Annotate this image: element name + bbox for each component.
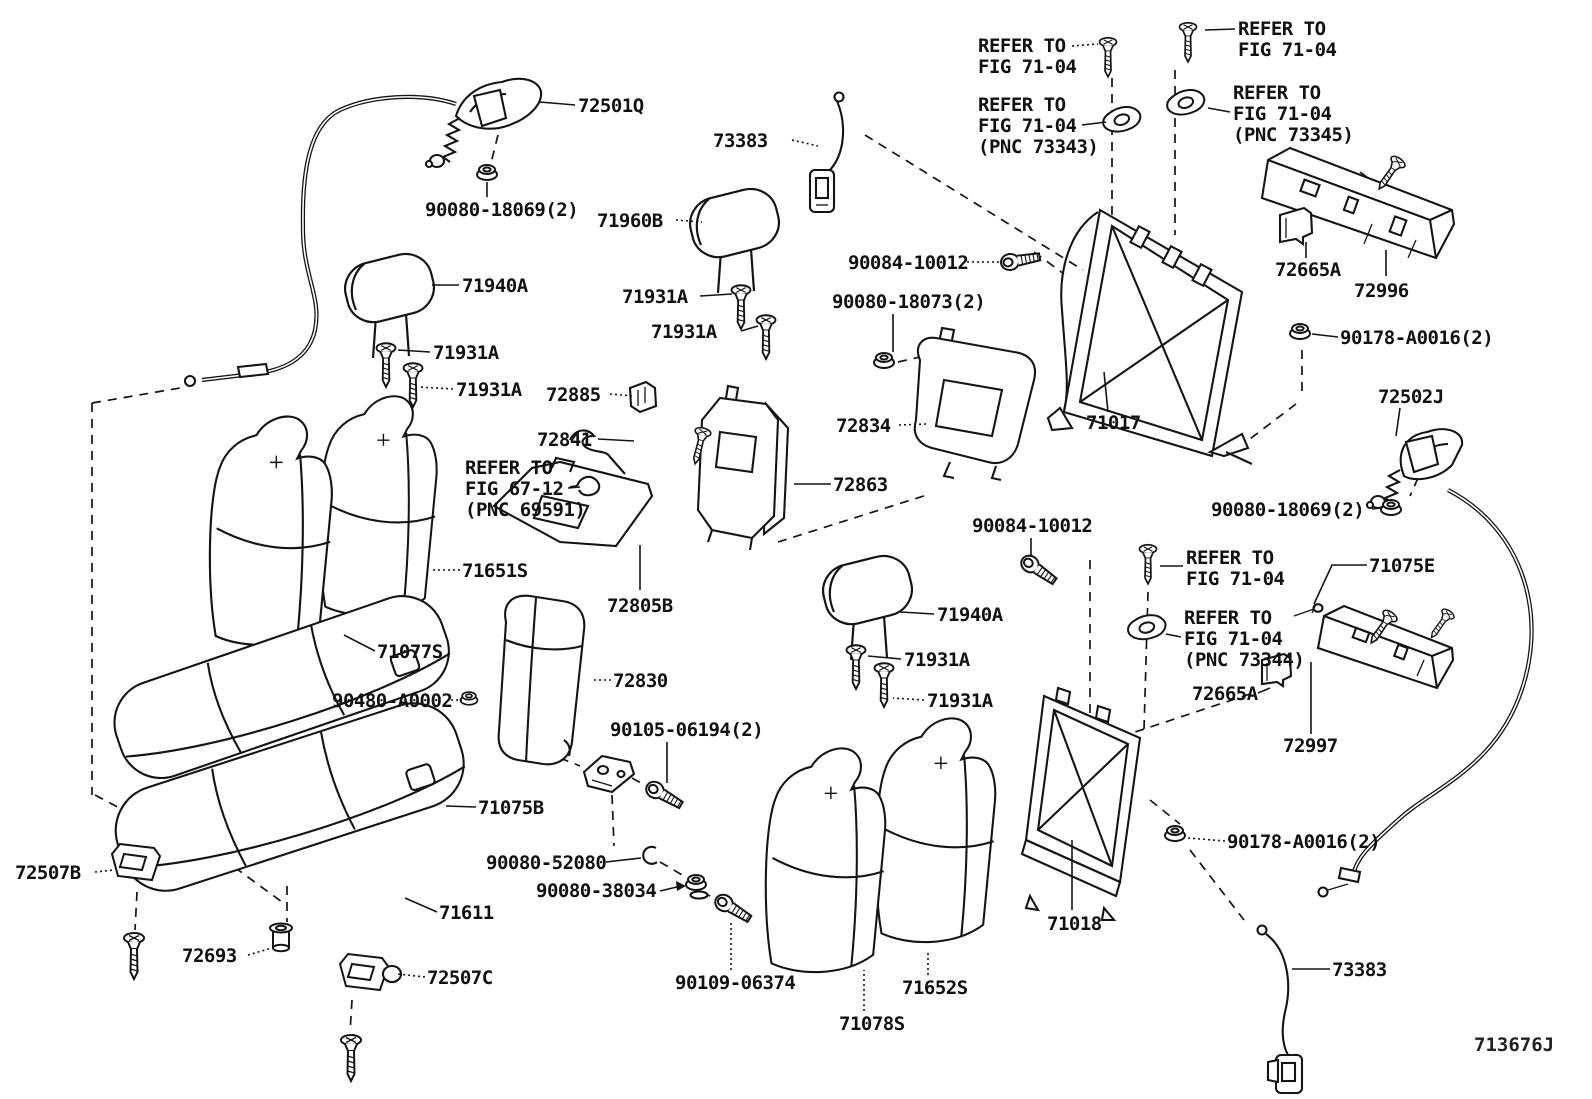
note-line: FIG 71-04 <box>1233 103 1332 125</box>
part-label: 71651S <box>462 560 528 582</box>
part-label: 71652S <box>902 977 968 999</box>
part-label: 73383 <box>1332 959 1387 981</box>
screw-icon <box>124 933 144 979</box>
part-label: 71075E <box>1369 555 1435 577</box>
part-label: 72885 <box>546 384 601 406</box>
part-label: 72863 <box>833 474 888 496</box>
note-line: (PNC 73343) <box>978 136 1099 158</box>
part-label: 72830 <box>613 670 668 692</box>
headrest-71940a-right <box>818 550 918 660</box>
part-label: 72665A <box>1275 259 1341 281</box>
part-label: 72502J <box>1378 386 1444 408</box>
screw-icon <box>1100 38 1117 77</box>
part-label: 71931A <box>651 321 717 343</box>
clip-pnc-73344 <box>1125 611 1167 643</box>
seatback-cushion-71078s <box>766 748 885 972</box>
part-label: 71931A <box>904 649 970 671</box>
clip-90480-a0002 <box>461 692 478 705</box>
note-line: REFER TO <box>978 35 1066 57</box>
part-label: 71931A <box>622 286 688 308</box>
hinge-bracket-72834 <box>915 328 1035 480</box>
note-line: REFER TO <box>1186 547 1274 569</box>
part-label: 72693 <box>182 945 237 967</box>
headrest-screw-71931a <box>377 343 396 387</box>
back-panel-72996 <box>1262 148 1454 258</box>
bolt-90109-06374 <box>712 891 754 925</box>
part-label: 90080-18069(2) <box>1211 499 1365 521</box>
seatback-frame-71018 <box>1022 688 1140 920</box>
seatback-lock-cable-72501q <box>185 79 541 386</box>
note-line: FIG 71-04 <box>1238 39 1337 61</box>
part-label: 71940A <box>462 275 528 297</box>
clip-pnc-73345 <box>1164 86 1207 120</box>
nut-90080-38034 <box>686 875 708 899</box>
part-label: 71077S <box>377 641 443 663</box>
part-label: 71931A <box>433 342 499 364</box>
part-label: 90480-A0002 <box>332 690 453 712</box>
part-label: 71931A <box>927 690 993 712</box>
figure-code: 713676J <box>1474 1034 1555 1056</box>
headrest-71940a-left <box>340 248 440 358</box>
headrest-screw-71931a <box>847 645 866 689</box>
screw-icon <box>1180 23 1197 62</box>
pin-71075e <box>1294 604 1323 616</box>
clip-pnc-73343 <box>1100 103 1143 137</box>
snap-ring-90080-52080 <box>643 847 657 864</box>
part-label: 90178-A0016(2) <box>1340 327 1494 349</box>
part-label: 72501Q <box>578 95 644 117</box>
note-line: (PNC 73344) <box>1184 649 1305 671</box>
part-label: 71960B <box>597 210 663 232</box>
part-label: 90084-10012 <box>848 252 969 274</box>
clip-72885 <box>630 382 656 412</box>
screw-icon <box>341 1035 361 1081</box>
striker-bracket-72507c <box>340 954 401 990</box>
part-label: 72665A <box>1192 683 1258 705</box>
grommet-72693 <box>270 924 292 952</box>
nut-90178-a0016 <box>1290 324 1310 339</box>
part-label: 71018 <box>1047 913 1102 935</box>
part-label: 72507B <box>15 862 81 884</box>
seatback-cushion-71652s <box>876 718 995 942</box>
part-label: 71931A <box>456 379 522 401</box>
note-line: (PNC 73345) <box>1233 124 1354 146</box>
seatback-cushion-right-of-71651s <box>320 396 437 615</box>
part-label: 73383 <box>713 130 768 152</box>
part-label: 71940A <box>937 604 1003 626</box>
part-label: 72996 <box>1354 280 1409 302</box>
note-line: REFER TO <box>1233 82 1321 104</box>
part-label: 90080-18069(2) <box>425 199 579 221</box>
part-label: 90080-18073(2) <box>832 291 986 313</box>
bracket-72665a-top <box>1280 208 1312 244</box>
headrest-screw-71931a <box>757 315 776 359</box>
screw-icon <box>1426 607 1456 641</box>
note-line: FIG 71-04 <box>978 56 1077 78</box>
part-label: 90080-52080 <box>486 852 607 874</box>
part-label: 72841 <box>537 429 592 451</box>
part-label: 71611 <box>439 902 494 924</box>
nut-90178-a0016 <box>1165 826 1185 841</box>
part-label: 71075B <box>478 797 544 819</box>
striker-bracket-72507b <box>112 844 160 880</box>
nut-90080-18073 <box>874 353 894 368</box>
nut-90080-18069 <box>477 165 497 180</box>
screw-icon <box>1140 545 1157 584</box>
part-label: 90109-06374 <box>675 972 796 994</box>
headrest-screw-71931a <box>732 285 751 329</box>
part-label: 90080-38034 <box>536 880 657 902</box>
headrest-71960b <box>685 183 785 293</box>
headrest-screw-71931a <box>875 663 894 707</box>
bolt-90105-06194 <box>643 779 685 812</box>
seatback-frame-71017 <box>1048 210 1252 464</box>
note-line: REFER TO <box>1184 607 1272 629</box>
seatback-cushion-71651s <box>210 416 332 644</box>
bolt-90084-10012 <box>1018 552 1059 587</box>
part-label: 90178-A0016(2) <box>1227 831 1381 853</box>
part-label: 90105-06194(2) <box>610 719 764 741</box>
note-line: FIG 67-12 <box>465 478 564 500</box>
note-line: FIG 71-04 <box>978 115 1077 137</box>
hinge-bracket-71075b <box>584 756 634 792</box>
note-line: FIG 71-04 <box>1186 568 1285 590</box>
note-line: REFER TO <box>1238 18 1326 40</box>
part-label: 72997 <box>1283 735 1338 757</box>
part-label: 90084-10012 <box>972 515 1093 537</box>
hinge-bracket-72863 <box>698 386 788 550</box>
part-label: 71017 <box>1086 412 1141 434</box>
note-line: REFER TO <box>465 457 553 479</box>
note-line: REFER TO <box>978 94 1066 116</box>
part-label: 71078S <box>839 1013 905 1035</box>
part-label: 72805B <box>607 595 673 617</box>
armrest-72830 <box>499 596 585 765</box>
note-line: (PNC 69591) <box>465 499 586 521</box>
part-label: 72834 <box>836 415 891 437</box>
nut-90080-18069 <box>1381 500 1401 515</box>
note-line: FIG 71-04 <box>1184 628 1283 650</box>
cable-73383-top <box>810 93 844 213</box>
cable-73383-bottom <box>1258 926 1303 1094</box>
part-label: 72507C <box>427 967 493 989</box>
